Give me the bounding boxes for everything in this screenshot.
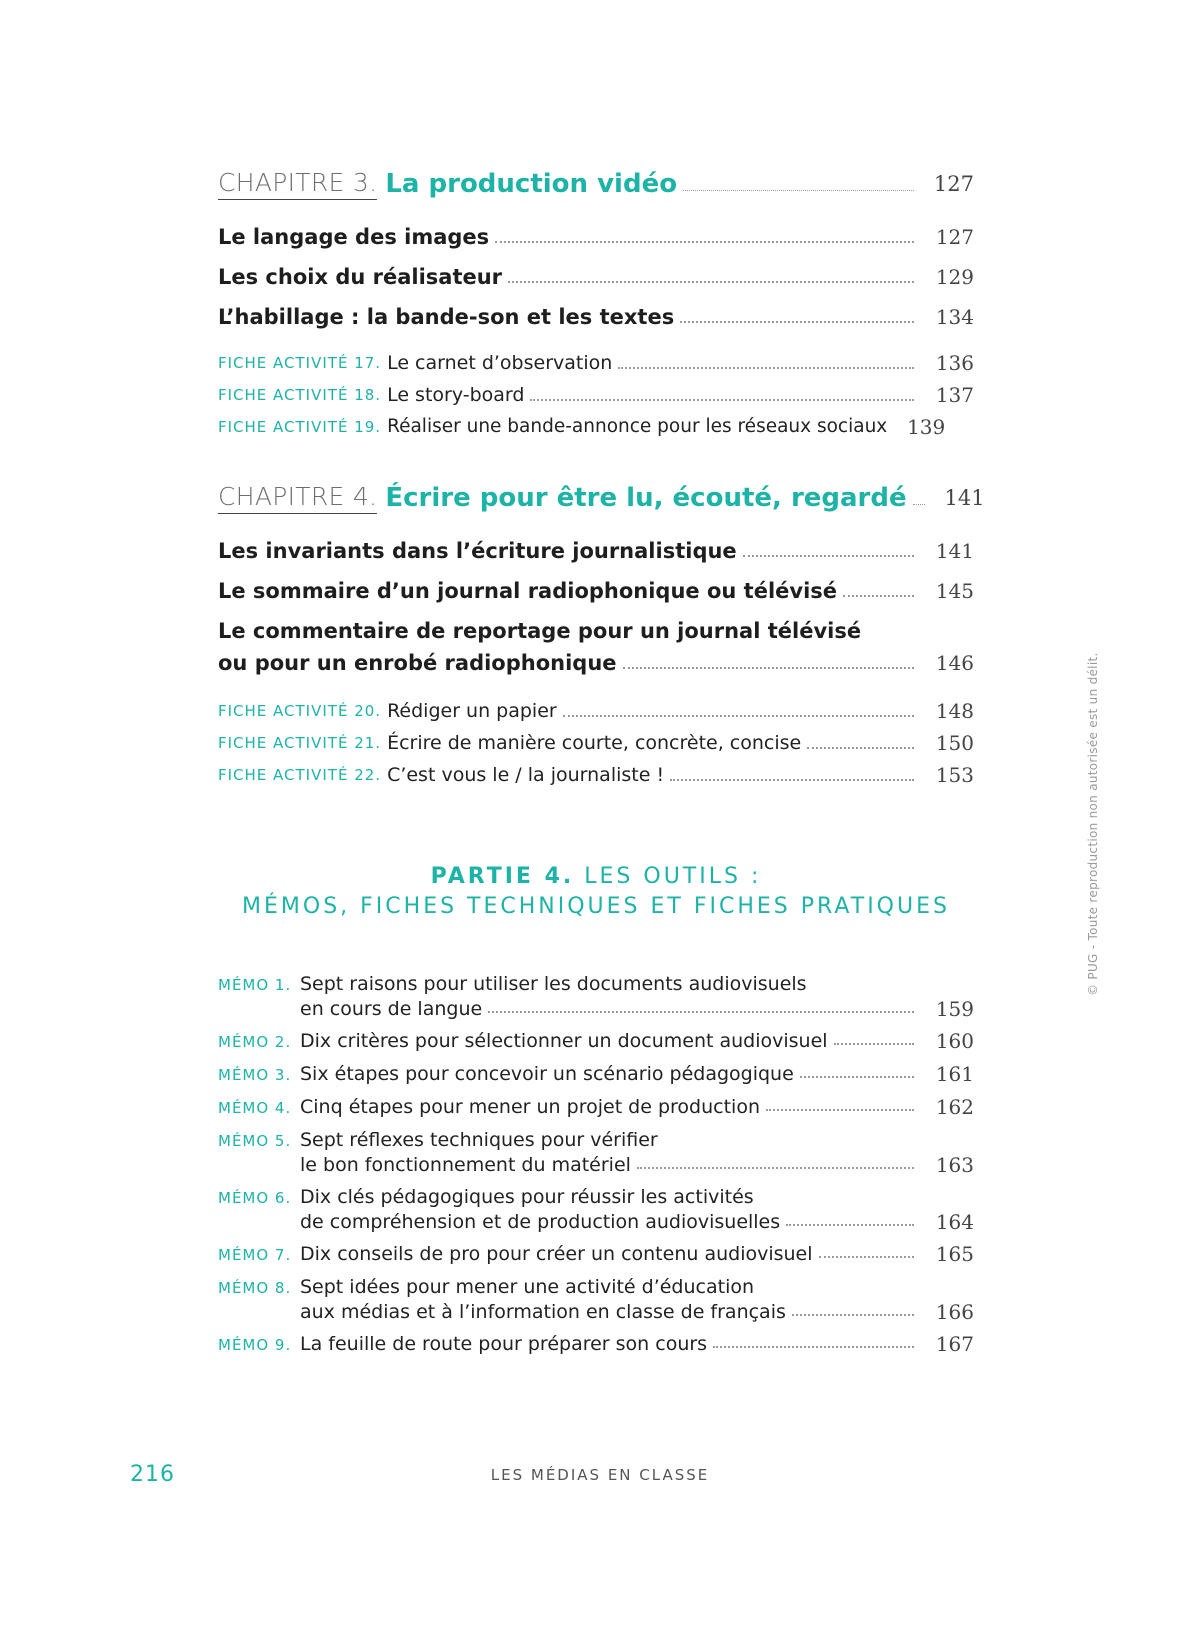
activity-sheet-title: Réaliser une bande-annonce pour les réseaux sociaux	[387, 416, 888, 437]
folio-page-number: 216	[130, 1462, 175, 1487]
activity-sheet-title: Le carnet d’observation	[387, 352, 613, 374]
page-number: 161	[935, 1062, 974, 1086]
page-number: 127	[935, 225, 974, 249]
memo-label: MÉMO 3.	[218, 1066, 292, 1084]
page-number: 164	[935, 1210, 974, 1234]
dot-leader	[834, 1043, 914, 1045]
page-number: 150	[935, 731, 974, 755]
dot-leader	[807, 747, 914, 749]
activity-sheet-entry	[218, 378, 974, 410]
page-number: 129	[935, 265, 974, 289]
dot-leader	[843, 595, 914, 597]
dot-leader	[623, 667, 914, 669]
chapter-heading	[218, 474, 985, 514]
chapter-label: CHAPITRE 4.	[218, 482, 377, 514]
section-title: Le langage des images	[218, 225, 490, 249]
chapter-title: Écrire pour être lu, écouté, regardé	[385, 483, 907, 513]
dot-leader	[563, 715, 914, 717]
page-number: 148	[935, 699, 974, 723]
toc-section	[218, 212, 974, 252]
page-number: 160	[935, 1029, 974, 1053]
memo-title-line: Sept idées pour mener une activité d’éducation	[300, 1276, 755, 1298]
dot-leader	[713, 1346, 914, 1348]
part-label: PARTIE 4.	[430, 864, 575, 889]
activity-sheet-entry	[218, 726, 974, 758]
dot-leader	[495, 241, 914, 243]
activity-sheet-entry	[218, 346, 974, 378]
memo-label: MÉMO 6.	[218, 1189, 292, 1207]
page-number: 165	[935, 1242, 974, 1266]
memo-title: de compréhension et de production audiovisuelles	[300, 1211, 781, 1233]
activity-sheet-label: FICHE ACTIVITÉ 22.	[218, 766, 382, 784]
memo-title: La feuille de route pour préparer son cours	[300, 1333, 708, 1355]
memo-title: le bon fonctionnement du matériel	[300, 1154, 631, 1176]
dot-leader	[508, 281, 914, 283]
activity-sheet-title: Le story-board	[387, 384, 525, 406]
dot-leader	[530, 399, 914, 401]
memo-title: Six étapes pour concevoir un scénario pédagogique	[300, 1063, 794, 1085]
memo-title: Dix critères pour sélectionner un document audiovisuel	[300, 1030, 828, 1052]
page-number: 167	[935, 1332, 974, 1356]
page-number: 139	[907, 415, 946, 439]
activity-sheet-title: Rédiger un papier	[387, 700, 557, 722]
chapter-heading	[218, 160, 974, 200]
toc-section	[218, 292, 974, 332]
memo-entry	[218, 1332, 974, 1358]
dot-leader	[637, 1167, 914, 1169]
memo-title-line: Sept raisons pour utiliser les documents audiovisuels	[300, 973, 807, 995]
activity-sheet-title: Écrire de manière courte, concrète, concise	[387, 732, 802, 754]
memo-entry	[218, 1029, 974, 1055]
activity-sheet-label: FICHE ACTIVITÉ 20.	[218, 702, 382, 720]
dot-leader	[670, 779, 914, 781]
activity-sheet-label: FICHE ACTIVITÉ 21.	[218, 734, 382, 752]
activity-sheet-entry	[218, 410, 974, 442]
page-number: 162	[935, 1095, 974, 1119]
page-number: 141	[944, 486, 985, 510]
section-title: Le sommaire d’un journal radiophonique ou télévisé	[218, 579, 838, 603]
page-number: 146	[935, 651, 974, 675]
memo-entry	[218, 1095, 974, 1121]
memo-label: MÉMO 2.	[218, 1033, 292, 1051]
toc-section	[218, 252, 974, 292]
dot-leader	[766, 1109, 914, 1111]
dot-leader	[819, 1256, 914, 1258]
part-heading	[218, 862, 974, 922]
memo-entry	[218, 1062, 974, 1088]
memo-label: MÉMO 8.	[218, 1279, 292, 1297]
memo-title-line: Dix clés pédagogiques pour réussir les activités	[300, 1186, 754, 1208]
memo-title: en cours de langue	[300, 998, 483, 1020]
page-number: 136	[935, 351, 974, 375]
section-title: L’habillage : la bande-son et les textes	[218, 305, 675, 329]
dot-leader	[680, 321, 914, 323]
page-number: 134	[935, 305, 974, 329]
memo-label: MÉMO 5.	[218, 1132, 292, 1150]
memo-entry	[218, 1275, 974, 1325]
activity-sheet-entry	[218, 694, 974, 726]
page-number: 127	[933, 172, 974, 196]
part-title-line: LES OUTILS :	[584, 864, 762, 889]
part-title-line: MÉMOS, FICHES TECHNIQUES ET FICHES PRATIQUES	[242, 894, 950, 919]
running-title: LES MÉDIAS EN CLASSE	[490, 1466, 710, 1484]
section-title: ou pour un enrobé radiophonique	[218, 651, 617, 675]
memo-list	[218, 972, 974, 1358]
section-title: Les choix du réalisateur	[218, 265, 503, 289]
memo-entry	[218, 1128, 974, 1178]
dot-leader	[792, 1314, 914, 1316]
page-number: 163	[935, 1153, 974, 1177]
chapter-title: La production vidéo	[385, 169, 678, 199]
dot-leader	[913, 504, 925, 505]
toc-section	[218, 616, 974, 678]
page-number: 145	[935, 579, 974, 603]
section-title: Les invariants dans l’écriture journalistique	[218, 539, 737, 563]
activity-sheet-label: FICHE ACTIVITÉ 17.	[218, 354, 382, 372]
memo-label: MÉMO 9.	[218, 1336, 292, 1354]
section-title-line: Le commentaire de reportage pour un journal télévisé	[218, 619, 862, 643]
activity-sheet-title: C’est vous le / la journaliste !	[387, 764, 665, 786]
memo-label: MÉMO 4.	[218, 1099, 292, 1117]
dot-leader	[743, 555, 914, 557]
page-number: 141	[935, 539, 974, 563]
activity-sheet-label: FICHE ACTIVITÉ 19.	[218, 418, 382, 436]
memo-entry	[218, 1242, 974, 1268]
chapter-label: CHAPITRE 3.	[218, 168, 377, 200]
memo-title: Cinq étapes pour mener un projet de production	[300, 1096, 760, 1118]
table-of-contents	[218, 160, 985, 790]
page-number: 166	[935, 1300, 974, 1324]
toc-section	[218, 566, 974, 606]
copyright-notice: © PUG - Toute reproduction non autorisée est un délit.	[1086, 652, 1100, 996]
page-number: 137	[935, 383, 974, 407]
memo-title: aux médias et à l’information en classe de français	[300, 1301, 786, 1323]
activity-sheet-label: FICHE ACTIVITÉ 18.	[218, 386, 382, 404]
memo-title-line: Sept réflexes techniques pour vérifier	[300, 1129, 658, 1151]
memo-label: MÉMO 7.	[218, 1246, 292, 1264]
dot-leader	[618, 367, 914, 369]
page-number: 159	[935, 997, 974, 1021]
memo-label: MÉMO 1.	[218, 976, 292, 994]
toc-section	[218, 526, 974, 566]
dot-leader	[800, 1076, 914, 1078]
dot-leader	[786, 1224, 914, 1226]
memo-entry	[218, 1185, 974, 1235]
memo-title: Dix conseils de pro pour créer un contenu audiovisuel	[300, 1243, 813, 1265]
dot-leader	[488, 1011, 914, 1013]
memo-entry	[218, 972, 974, 1022]
dot-leader	[683, 190, 914, 191]
page-number: 153	[935, 763, 974, 787]
activity-sheet-entry	[218, 758, 974, 790]
